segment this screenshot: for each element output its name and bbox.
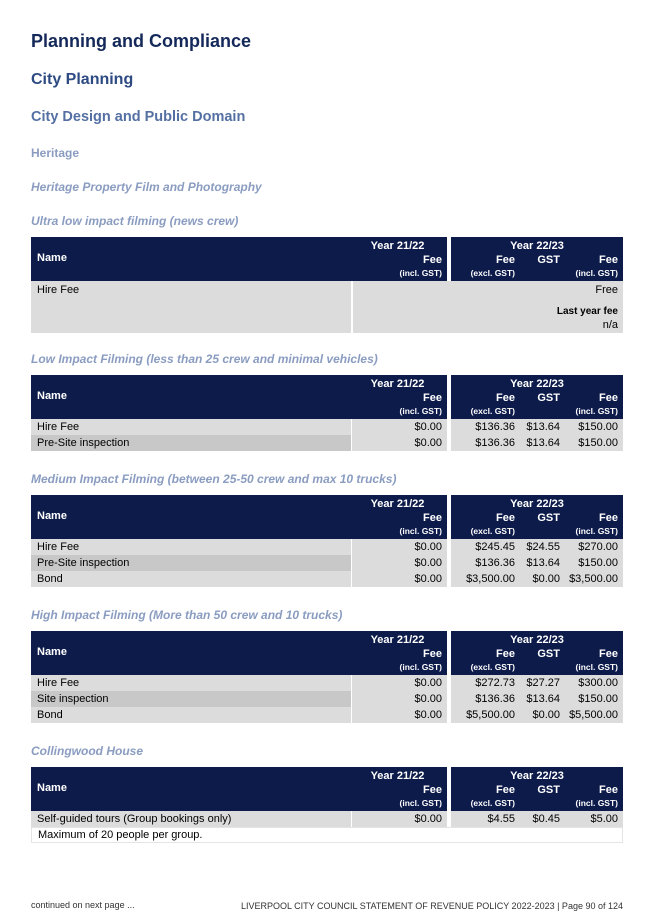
row-excl: $136.36 xyxy=(451,419,520,435)
col-fee-excl: Fee xyxy=(496,392,515,404)
col-fee-prev-sub: (incl. GST) xyxy=(399,526,442,536)
table-note: Maximum of 20 people per group. xyxy=(38,829,203,841)
col-fee-incl: Fee xyxy=(599,254,618,266)
row-incl: $270.00 xyxy=(565,539,623,555)
row-prev: $0.00 xyxy=(352,571,447,587)
col-name: Name xyxy=(37,510,67,522)
row-prev: $0.00 xyxy=(352,707,447,723)
col-gst: GST xyxy=(537,254,560,266)
col-fee-incl-sub: (incl. GST) xyxy=(575,406,618,416)
row-gst: $0.45 xyxy=(520,811,565,827)
section-title-ultra-low: Ultra low impact filming (news crew) xyxy=(31,214,239,228)
row-prev: $0.00 xyxy=(352,675,447,691)
table-note-row xyxy=(31,827,623,843)
row-name: Bond xyxy=(31,571,351,587)
col-fee-incl: Fee xyxy=(599,784,618,796)
table-row xyxy=(31,675,623,691)
col-year-prev: Year 21/22 xyxy=(370,770,425,782)
row-excl: $272.73 xyxy=(451,675,520,691)
col-year-curr: Year 22/23 xyxy=(510,634,564,646)
col-fee-excl-sub: (excl. GST) xyxy=(470,406,515,416)
col-year-prev: Year 21/22 xyxy=(370,240,425,252)
last-year-value: n/a xyxy=(602,319,618,331)
row-name: Hire Fee xyxy=(31,539,351,555)
row-name: Self-guided tours (Group bookings only) xyxy=(31,811,351,827)
col-fee-excl: Fee xyxy=(496,784,515,796)
col-year-curr: Year 22/23 xyxy=(510,498,564,510)
row-name: Hire Fee xyxy=(31,419,351,435)
col-fee-excl: Fee xyxy=(496,648,515,660)
fee-table-low xyxy=(31,375,623,451)
col-fee-excl-sub: (excl. GST) xyxy=(470,662,515,672)
row-excl: $4.55 xyxy=(451,811,520,827)
col-fee-incl: Fee xyxy=(599,648,618,660)
row-prev: $0.00 xyxy=(352,435,447,451)
row-gst: $27.27 xyxy=(520,675,565,691)
col-gst: GST xyxy=(537,392,560,404)
table-row xyxy=(31,811,623,827)
row-excl: $5,500.00 xyxy=(451,707,520,723)
col-fee-excl: Fee xyxy=(496,254,515,266)
col-fee-prev: Fee xyxy=(423,648,442,660)
col-year-curr: Year 22/23 xyxy=(510,378,564,390)
table-row xyxy=(31,539,623,555)
col-fee-prev: Fee xyxy=(423,512,442,524)
fee-table-high xyxy=(31,631,623,723)
col-fee-incl-sub: (incl. GST) xyxy=(575,526,618,536)
col-year-curr: Year 22/23 xyxy=(510,240,564,252)
table-row xyxy=(31,419,623,435)
row-value-free: Free xyxy=(595,284,618,296)
heading-city-design: City Design and Public Domain xyxy=(31,109,246,125)
row-excl: $245.45 xyxy=(451,539,520,555)
col-gst: GST xyxy=(537,648,560,660)
col-fee-incl: Fee xyxy=(599,392,618,404)
table-row xyxy=(31,281,623,333)
col-name: Name xyxy=(37,390,67,402)
row-gst: $13.64 xyxy=(520,419,565,435)
row-excl: $136.36 xyxy=(451,555,520,571)
col-fee-prev-sub: (incl. GST) xyxy=(399,406,442,416)
row-incl: $300.00 xyxy=(565,675,623,691)
col-fee-prev: Fee xyxy=(423,392,442,404)
fee-table-collingwood xyxy=(31,767,623,843)
section-title-low: Low Impact Filming (less than 25 crew and minimal vehicles) xyxy=(31,352,378,366)
row-gst: $13.64 xyxy=(520,435,565,451)
row-prev: $0.00 xyxy=(352,811,447,827)
row-incl: $150.00 xyxy=(565,419,623,435)
row-prev: $0.00 xyxy=(352,419,447,435)
row-incl: $150.00 xyxy=(565,555,623,571)
col-gst: GST xyxy=(537,784,560,796)
row-name: Pre-Site inspection xyxy=(31,435,351,451)
row-incl: $3,500.00 xyxy=(565,571,623,587)
row-incl: $150.00 xyxy=(565,435,623,451)
col-fee-incl: Fee xyxy=(599,512,618,524)
heading-planning-compliance: Planning and Compliance xyxy=(31,31,252,51)
col-fee-prev-sub: (incl. GST) xyxy=(399,268,442,278)
table-row xyxy=(31,435,623,451)
col-fee-excl-sub: (excl. GST) xyxy=(470,798,515,808)
section-title-collingwood: Collingwood House xyxy=(31,744,143,758)
row-incl: $5.00 xyxy=(565,811,623,827)
table-row xyxy=(31,707,623,723)
table-header xyxy=(31,495,623,539)
table-row xyxy=(31,571,623,587)
row-gst: $0.00 xyxy=(520,571,565,587)
row-prev: $0.00 xyxy=(352,691,447,707)
footer-continued: continued on next page ... xyxy=(31,900,135,910)
row-name: Hire Fee xyxy=(31,281,351,333)
section-title-high: High Impact Filming (More than 50 crew and 10 trucks) xyxy=(31,608,343,622)
col-fee-incl-sub: (incl. GST) xyxy=(575,662,618,672)
heading-film-photography: Heritage Property Film and Photography xyxy=(31,180,262,194)
row-gst: $24.55 xyxy=(520,539,565,555)
col-name: Name xyxy=(37,252,67,264)
col-fee-excl-sub: (excl. GST) xyxy=(470,526,515,536)
col-fee-incl-sub: (incl. GST) xyxy=(575,268,618,278)
table-header xyxy=(31,767,623,811)
table-row xyxy=(31,691,623,707)
heading-city-planning: City Planning xyxy=(31,71,134,88)
row-name: Bond xyxy=(31,707,351,723)
row-excl: $3,500.00 xyxy=(451,571,520,587)
table-header xyxy=(31,237,623,281)
col-fee-prev: Fee xyxy=(423,784,442,796)
col-gst: GST xyxy=(537,512,560,524)
col-fee-prev-sub: (incl. GST) xyxy=(399,798,442,808)
table-header xyxy=(31,631,623,675)
col-name: Name xyxy=(37,782,67,794)
row-gst: $13.64 xyxy=(520,691,565,707)
row-prev: $0.00 xyxy=(352,539,447,555)
last-year-label: Last year fee xyxy=(556,306,618,317)
col-name: Name xyxy=(37,646,67,658)
row-name: Site inspection xyxy=(31,691,351,707)
row-prev: $0.00 xyxy=(352,555,447,571)
col-year-prev: Year 21/22 xyxy=(370,378,425,390)
footer-page-info: LIVERPOOL CITY COUNCIL STATEMENT OF REVENUE POLICY 2022-2023 | Page 90 of 124 xyxy=(241,901,623,911)
row-incl: $150.00 xyxy=(565,691,623,707)
col-fee-excl-sub: (excl. GST) xyxy=(470,268,515,278)
row-excl: $136.36 xyxy=(451,435,520,451)
section-title-medium: Medium Impact Filming (between 25-50 crew and max 10 trucks) xyxy=(31,472,397,486)
heading-heritage: Heritage xyxy=(31,146,80,160)
fee-table-ultra-low xyxy=(31,237,623,333)
col-fee-excl: Fee xyxy=(496,512,515,524)
col-fee-prev-sub: (incl. GST) xyxy=(399,662,442,672)
row-incl: $5,500.00 xyxy=(565,707,623,723)
fee-table-medium xyxy=(31,495,623,587)
row-name: Hire Fee xyxy=(31,675,351,691)
row-gst: $0.00 xyxy=(520,707,565,723)
col-year-prev: Year 21/22 xyxy=(370,634,425,646)
row-name: Pre-Site inspection xyxy=(31,555,351,571)
col-year-curr: Year 22/23 xyxy=(510,770,564,782)
col-year-prev: Year 21/22 xyxy=(370,498,425,510)
col-fee-incl-sub: (incl. GST) xyxy=(575,798,618,808)
col-fee-prev: Fee xyxy=(423,254,442,266)
table-row xyxy=(31,555,623,571)
row-gst: $13.64 xyxy=(520,555,565,571)
table-header xyxy=(31,375,623,419)
row-excl: $136.36 xyxy=(451,691,520,707)
